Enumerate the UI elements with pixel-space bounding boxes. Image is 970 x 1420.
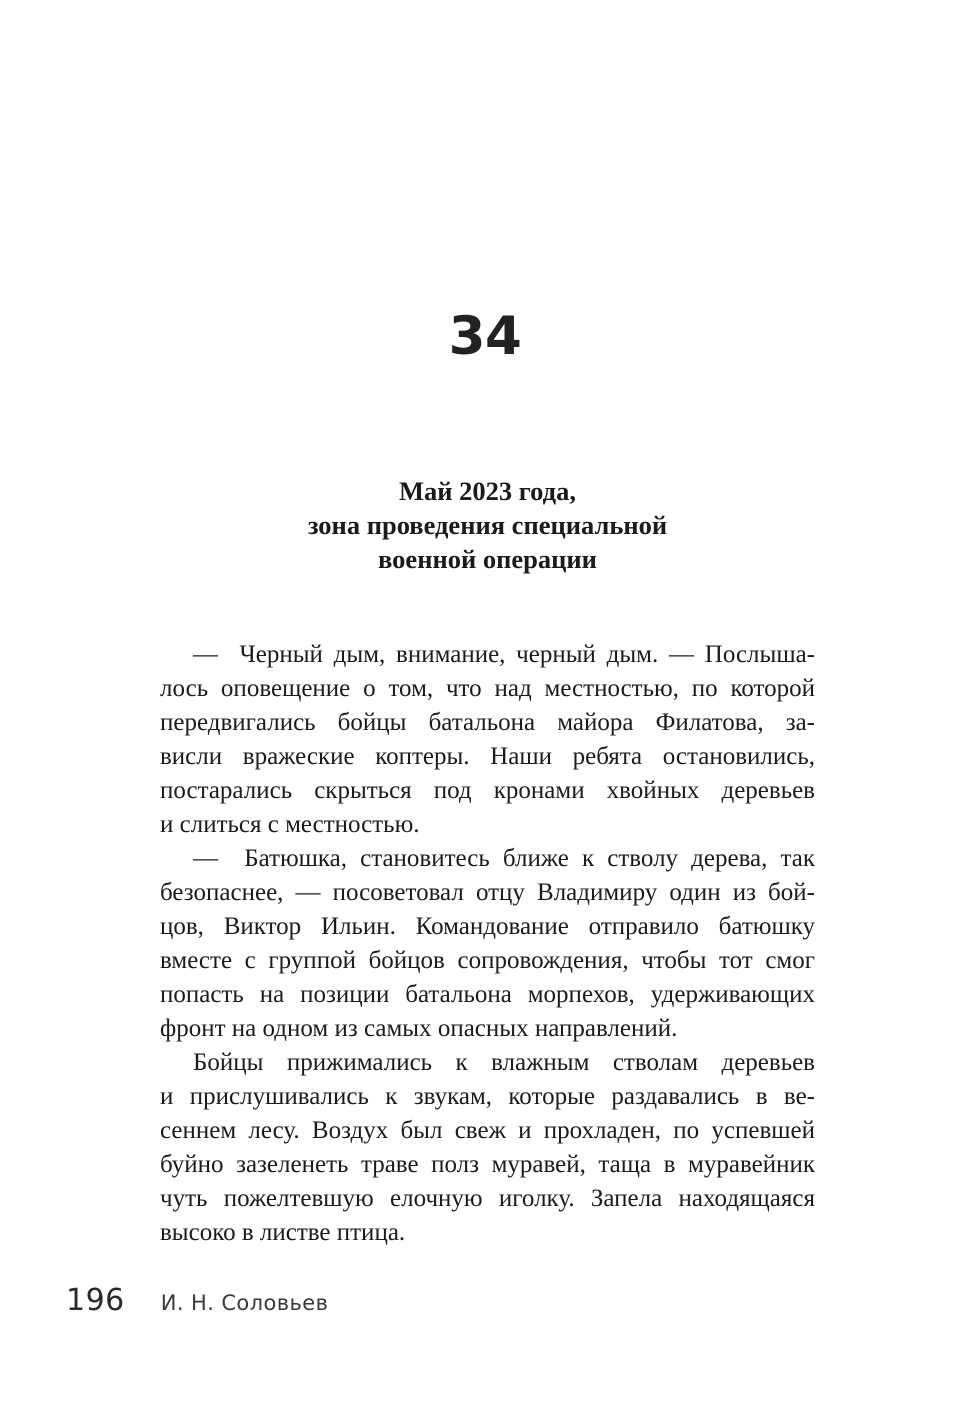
running-head-author: И. Н. Соловьев bbox=[160, 1291, 329, 1315]
text-line: фронт на одном из самых опасных направлений. bbox=[160, 1015, 678, 1042]
text-line: Бойцы прижимались к влажным стволам деревьев bbox=[193, 1049, 815, 1076]
text-line: попасть на позиции батальона морпехов, удерживающих bbox=[160, 981, 815, 1008]
paragraph-2 bbox=[160, 842, 815, 1046]
text-line: — Черный дым, внимание, черный дым. — Послыша- bbox=[193, 641, 815, 668]
page-number: 196 bbox=[66, 1283, 125, 1318]
text-line: — Батюшка, становитесь ближе к стволу дерева, так bbox=[193, 845, 815, 872]
paragraph-3 bbox=[160, 1046, 815, 1250]
text-line: и прислушивались к звукам, которые раздавались в ве- bbox=[160, 1083, 815, 1110]
text-line: высоко в листве птица. bbox=[160, 1219, 406, 1246]
text-line: чуть пожелтевшую елочную иголку. Запела находящаяся bbox=[160, 1185, 815, 1212]
chapter-number: 34 bbox=[448, 306, 522, 367]
text-line: цов, Виктор Ильин. Командование отправило батюшку bbox=[160, 913, 815, 940]
page-footer bbox=[66, 1285, 328, 1319]
scene-heading-line-1: Май 2023 года, bbox=[399, 476, 576, 506]
scene-heading bbox=[160, 474, 815, 576]
scene-heading-line-2: зона проведения специальной bbox=[307, 510, 668, 540]
scene-heading-line-3: военной операции bbox=[378, 544, 597, 574]
text-line: вместе с группой бойцов сопровождения, чтобы тот смог bbox=[160, 947, 815, 974]
text-line: лось оповещение о том, что над местностью, по которой bbox=[160, 675, 815, 702]
text-line: безопаснее, — посоветовал отцу Владимиру один из бой- bbox=[160, 879, 815, 906]
text-line: и слиться с местностью. bbox=[160, 811, 420, 838]
text-line: передвигались бойцы батальона майора Филатова, за- bbox=[160, 709, 815, 736]
text-line: буйно зазеленеть траве полз муравей, таща в муравейник bbox=[160, 1151, 815, 1178]
text-line: постарались скрыться под кронами хвойных деревьев bbox=[160, 777, 815, 804]
text-line: сеннем лесу. Воздух был свеж и прохладен, по успевшей bbox=[160, 1117, 815, 1144]
text-line: висли вражеские коптеры. Наши ребята остановились, bbox=[160, 743, 815, 770]
body-text bbox=[160, 638, 815, 1250]
paragraph-1 bbox=[160, 638, 815, 842]
